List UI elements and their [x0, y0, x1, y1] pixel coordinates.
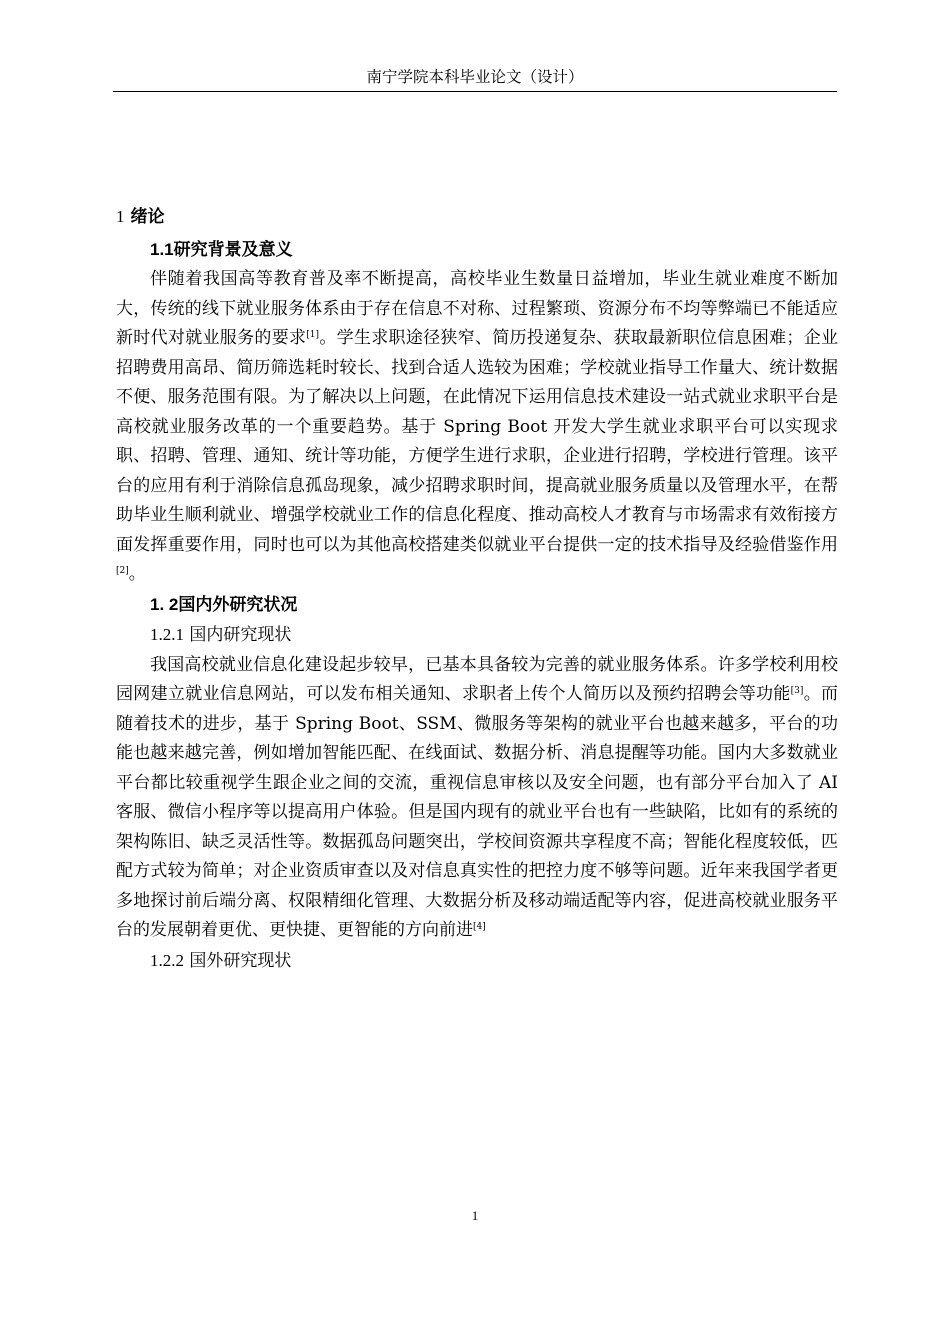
page-header: 南宁学院本科毕业论文（设计） — [366, 68, 584, 86]
paragraph-text: 我国高校就业信息化建设起步较早，已基本具备较为完善的就业服务体系。许多学校利用校园网建立就业信息网站，可以发布相关通知、求职者上传个人简历以及预约招聘会等功能 — [116, 654, 838, 704]
citation-ref: [4] — [473, 922, 486, 932]
chapter-number: 1 — [116, 207, 125, 226]
subsection-title: 国外研究现状 — [189, 950, 292, 971]
paragraph-text: 。而随着技术的进步，基于 Spring Boot、SSM、微服务等架构的就业平台也越来越多，平台的功能也越来越完善，例如增加智能匹配、在线面试、数据分析、消息提醒等功能。国内大多数就业平台都比较重视学生跟企业之间的交流，重视信息审核以及安全问题，也有部分平台加入了 AI 客服、微信小程序等以提高用户体验。但是国内现有的就业平台也有一些缺陷，比如有的系统的架构陈旧、缺乏灵活性等。数据孤岛问题突出，学校间资源共享程度不高；智能化程度较低，匹配方式较为简单；对企业资质审查以及对信息真实性的把控力度不够等问题。近年来我国学者更多地探讨前后端分离、权限精细化管理、大数据分析及移动端适配等内容，促进高校就业服务平台的发展朝着更优、更快捷、更智能的方向前进 — [116, 684, 839, 940]
header-divider — [113, 91, 837, 92]
page-number: 1 — [471, 1208, 479, 1223]
document-body — [116, 200, 838, 976]
paragraph-text: 。 — [128, 564, 146, 584]
section-heading-1-2 — [116, 590, 838, 621]
subsection-number: 1.2.2 — [150, 950, 184, 970]
subsection-heading-1-2-2 — [116, 946, 838, 977]
paragraph-text: 。学生求职途径狭窄、简历投递复杂、获取最新职位信息困难；企业招聘费用高昂、简历筛选耗时较长、找到合适人选较为困难；学校就业指导工作量大、统计数据不便、服务范围有限。为了解决以上问题，在此情况下运用信息技术建设一站式就业求职平台是高校就业服务改革的一个重要趋势。基于 Spring Boot 开发大学生就业求职平台可以实现求职、招聘、管理、通知、统计等功能，方便学生进行求职，企业进行招聘，学校进行管理。该平台的应用有利于消除信息孤岛现象，减少招聘求职时间，提高就业服务质量以及管理水平，在帮助毕业生顺利就业、增强学校就业工作的信息化程度、推动高校人才教育与市场需求有效衔接方面发挥重要作用，同时也可以为其他高校搭建类似就业平台提供一定的技术指导及经验借鉴作用 — [116, 328, 839, 555]
section-number: 1. 2 — [150, 594, 179, 614]
section-heading-1-1 — [116, 235, 838, 266]
section-number: 1.1 — [150, 239, 174, 259]
paragraph-domestic-research — [116, 651, 838, 946]
citation-ref: [2] — [116, 566, 129, 576]
subsection-title: 国内研究现状 — [189, 625, 292, 645]
chapter-heading — [116, 202, 838, 233]
subsection-number: 1.2.1 — [150, 625, 184, 644]
section-title: 研究背景及意义 — [173, 239, 293, 260]
chapter-title: 绪论 — [130, 207, 165, 227]
subsection-heading-1-2-1 — [116, 620, 838, 651]
citation-ref: [3] — [790, 686, 804, 696]
citation-ref: [1] — [306, 330, 320, 340]
paragraph-background — [116, 265, 838, 590]
paragraph-text: 伴随着我国高等教育普及率不断提高，高校毕业生数量日益增加，毕业生就业难度不断加大，传统的线下就业服务体系由于存在信息不对称、过程繁琐、资源分布不均等弊端已不能适应新时代对就业服务的要求 — [116, 269, 838, 348]
section-title: 国内外研究状况 — [178, 594, 298, 615]
